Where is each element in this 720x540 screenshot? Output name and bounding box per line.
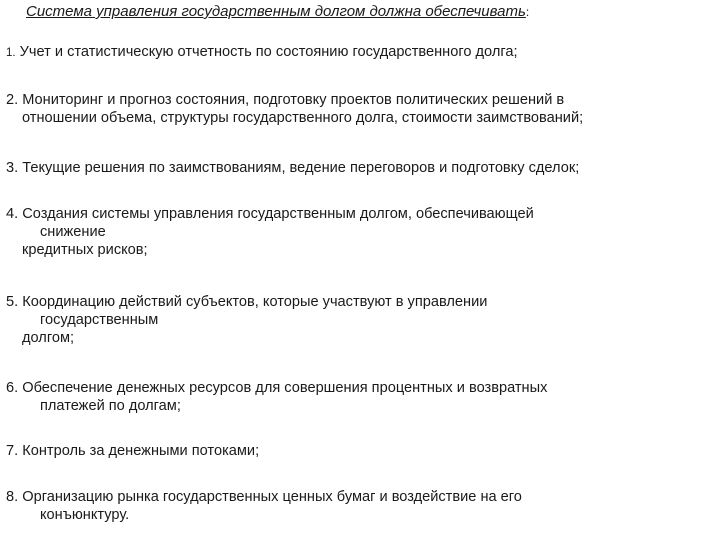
slide-title <box>26 3 529 21</box>
list-item-line <box>6 488 522 506</box>
list-item-text-continuation: долгом; <box>22 330 75 346</box>
list-item-number: 5. <box>6 294 19 310</box>
list-item-text: Обеспечение денежных ресурсов для совершения процентных и возвратных <box>22 380 548 396</box>
list-item-text: Организацию рынка государственных ценных бумаг и воздействие на его <box>22 489 522 505</box>
list-item-number: 8. <box>6 489 19 505</box>
list-item-line <box>6 379 547 397</box>
list-item-number: 3. <box>6 160 19 176</box>
list-item-1 <box>6 43 518 62</box>
list-item-text: Создания системы управления государственным долгом, обеспечивающей <box>22 206 534 222</box>
list-item-text-continuation: снижение <box>40 224 106 240</box>
list-item-6 <box>6 379 547 415</box>
list-item-8 <box>6 488 522 524</box>
list-item-line <box>6 91 583 109</box>
list-item-text: Координацию действий субъектов, которые участвуют в управлении <box>22 294 488 310</box>
list-item-number: 1. <box>6 47 16 59</box>
list-item-4 <box>6 205 534 259</box>
list-item-line <box>6 205 534 223</box>
list-item-text: Учет и статистическую отчетность по состоянию государственного долга; <box>19 44 518 60</box>
list-item-text-continuation: государственным <box>40 312 159 328</box>
list-item-text-continuation: платежей по долгам; <box>40 398 181 414</box>
list-item-number: 7. <box>6 443 19 459</box>
list-item-line <box>6 293 487 311</box>
list-item-3 <box>6 159 579 177</box>
list-item-text: Текущие решения по заимствованиям, ведение переговоров и подготовку сделок; <box>22 160 580 176</box>
list-item-text-continuation: конъюнктуру. <box>40 507 130 523</box>
list-item-text: Контроль за денежными потоками; <box>22 443 260 459</box>
list-item-number: 2. <box>6 92 19 108</box>
list-item-5 <box>6 293 487 347</box>
slide-title-colon: : <box>525 5 530 19</box>
list-item-number: 4. <box>6 206 19 222</box>
list-item-text: Мониторинг и прогноз состояния, подготовку проектов политических решений в <box>22 92 565 108</box>
list-item-7 <box>6 442 259 460</box>
list-item-text-continuation: отношении объема, структуры государственного долга, стоимости заимствований; <box>22 110 584 126</box>
list-item-text-continuation: кредитных рисков; <box>22 242 148 258</box>
list-item-number: 6. <box>6 380 19 396</box>
list-item-2 <box>6 91 583 127</box>
slide-title-text: Система управления государственным долгом должна обеспечивать <box>26 3 526 20</box>
